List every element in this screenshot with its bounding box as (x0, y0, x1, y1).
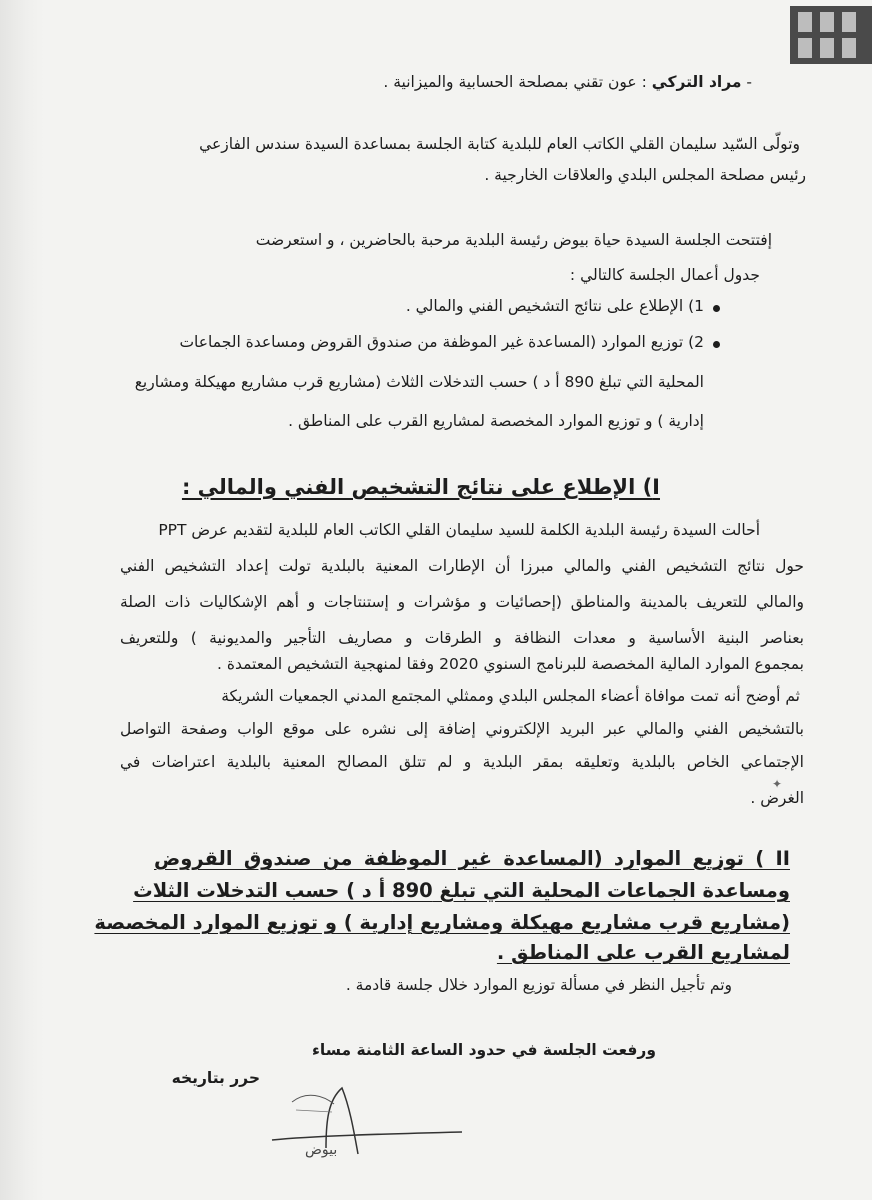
section-1-p1-line-3: والمالي للتعريف بالمدينة والمناطق (إحصائيات و مؤشرات و إستنتاجات و أهم الإشكاليات ذات الصلة (120, 593, 804, 611)
section-2-note: وتم تأجيل النظر في مسألة توزيع الموارد خلال جلسة قادمة . (345, 976, 732, 994)
section-2-title-line-1: II ) توزيع الموارد (المساعدة غير الموظفة من صندوق القروض (154, 847, 790, 870)
signature-name: بيوض (305, 1142, 338, 1158)
section-1-p1-line-5: بمجموع الموارد المالية المخصصة للبرنامج السنوي 2020 وفقا لمنهجية التشخيص المعتمدة . (216, 655, 804, 673)
scan-shadow (0, 0, 44, 1200)
section-2-title-line-4: لمشاريع القرب على المناطق . (496, 941, 790, 964)
closing-line: ورفعت الجلسة في حدود الساعة الثامنة مساء (311, 1041, 656, 1059)
margin-mark: ✦ (771, 777, 782, 791)
section-1-p2-line-2: بالتشخيص الفني والمالي عبر البريد الإلكتروني إضافة إلى نشره على موقع الواب وصفحة التواصل (120, 720, 804, 738)
section-1-p1-line-1: أحالت السيدة رئيسة البلدية الكلمة للسيد سليمان القلي الكاتب العام للبلدية لتقديم عرض PPT (158, 521, 760, 539)
section-1-p1-line-4: بعناصر البنية الأساسية و معدات النظافة و الطرقات و مصاريف التأجير والمديونية ) وللتعريف (120, 629, 804, 647)
attendee-role: : عون تقني بمصلحة الحسابية والميزانية . (383, 73, 647, 91)
agenda-item-2: 2) توزيع الموارد (المساعدة غير الموظفة من صندوق القروض ومساعدة الجماعات (179, 333, 704, 351)
handwritten-signature (262, 1082, 472, 1162)
issued-line: حرر بتاريخه (171, 1069, 260, 1087)
opening-line-1: إفتتحت الجلسة السيدة حياة بيوض رئيسة البلدية مرحبة بالحاضرين ، و استعرضت (255, 231, 772, 249)
section-1-p2-line-3: الإجتماعي الخاص بالبلدية وتعليقه بمقر البلدية و لم تتلق المصالح المعنية بالبلدية اعتراضات في (120, 753, 804, 771)
section-2-title-line-2: ومساعدة الجماعات المحلية التي تبلغ 890 أ د ) حسب التدخلات الثلاث (133, 879, 790, 902)
section-1-title: I) الإطلاع على نتائج التشخيص الفني والمالي : (181, 475, 660, 499)
agenda-item-2-cont-1: المحلية التي تبلغ 890 أ د ) حسب التدخلات الثلاث (مشاريع قرب مشاريع مهيكلة ومشاريع (134, 373, 704, 391)
section-1-p1-line-2: حول نتائج التشخيص الفني والمالي مبرزا أن الإطارات المعنية بالبلدية تولت إعداد التشخيص الفني (120, 557, 804, 575)
opening-line-2: جدول أعمال الجلسة كالتالي : (569, 266, 760, 284)
section-2-title-line-3: (مشاريع قرب مشاريع مهيكلة ومشاريع إدارية ) و توزيع الموارد المخصصة (94, 911, 790, 934)
section-1-p2-line-1: ثم أوضح أنه تمت موافاة أعضاء المجلس البلدي وممثلي المجتمع المدني الجمعيات الشريكة (221, 687, 800, 705)
secretary-line-2: رئيس مصلحة المجلس البلدي والعلاقات الخارجية . (484, 166, 806, 184)
section-1-p2-line-4: الغرض . (750, 789, 804, 807)
attendee-name: مراد التركي (651, 73, 742, 91)
agenda-bullet-1 (713, 305, 720, 312)
registration-mark (790, 6, 872, 64)
agenda-item-2-cont-2: إدارية ) و توزيع الموارد المخصصة لمشاريع القرب على المناطق . (288, 412, 704, 430)
agenda-bullet-2 (713, 341, 720, 348)
attendee-line: - مراد التركي : عون تقني بمصلحة الحسابية والميزانية . (383, 73, 752, 91)
secretary-line-1: وتولّى السّيد سليمان القلي الكاتب العام للبلدية كتابة الجلسة بمساعدة السيدة سندس الفازعي (199, 135, 800, 153)
agenda-item-1: 1) الإطلاع على نتائج التشخيص الفني والمالي . (405, 297, 704, 315)
